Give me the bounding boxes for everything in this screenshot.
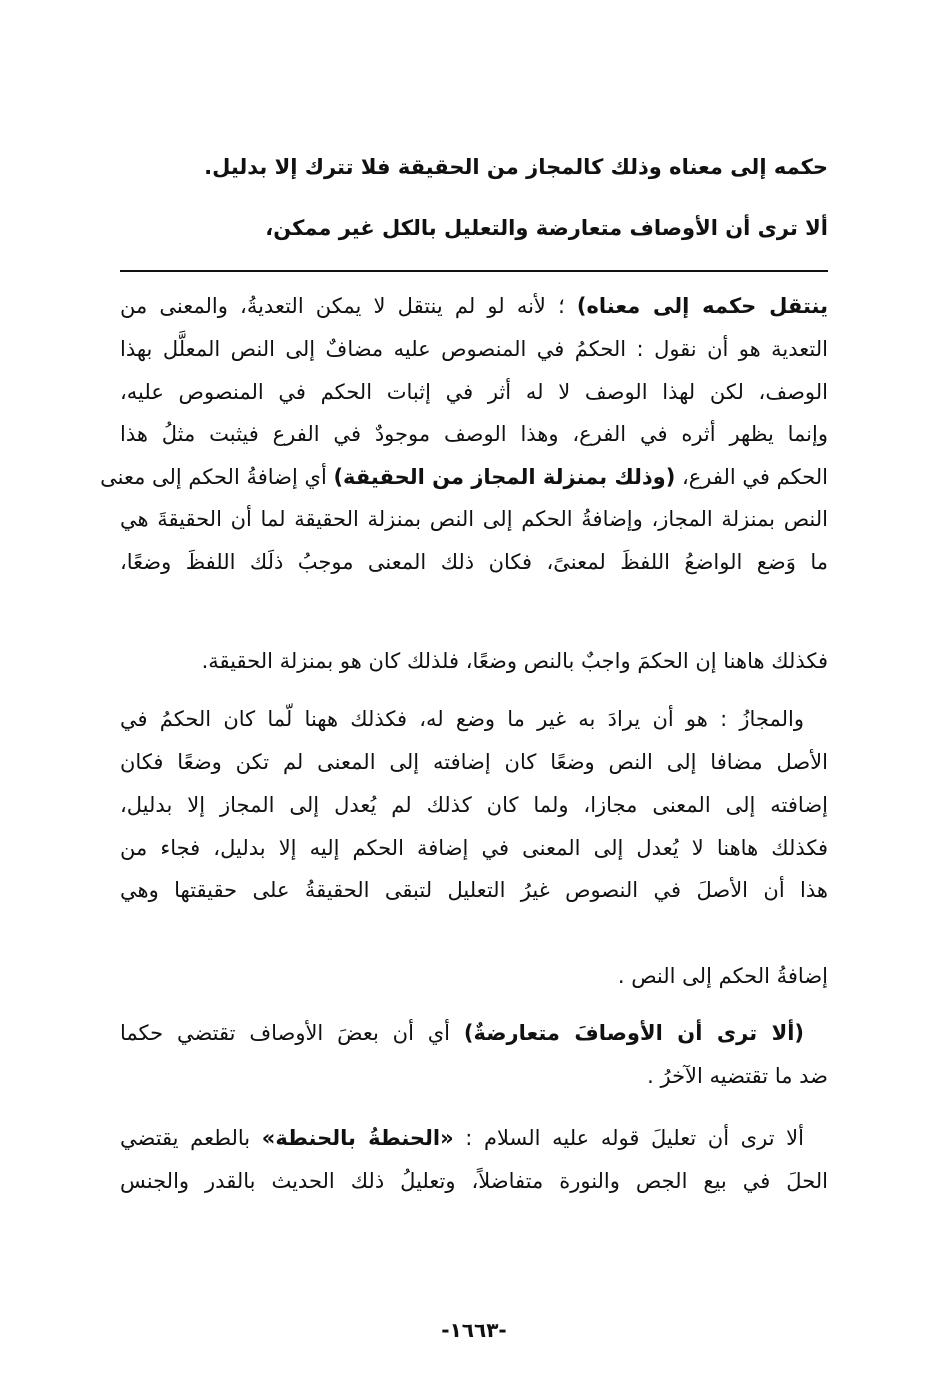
bold-quote-text: ينتقل حكمه إلى معناه) bbox=[576, 294, 829, 318]
main-line bbox=[120, 213, 828, 243]
body-text: ما وَضع الواضعُ اللفظَ لمعنىً، فكان ذلك المعنى موجبُ ذلَك اللفظَ وضعًا، bbox=[120, 550, 828, 574]
commentary-line bbox=[120, 704, 804, 734]
commentary-line bbox=[120, 291, 828, 321]
commentary-line bbox=[120, 1061, 828, 1091]
commentary-line bbox=[120, 419, 828, 449]
bold-quote-text: ألا ترى أن الأوصاف متعارضة والتعليل بالكل غير ممكن، bbox=[265, 216, 828, 240]
bold-quote-text: حكمه إلى معناه وذلك كالمجاز من الحقيقة فلا تترك إلا بدليل. bbox=[204, 155, 828, 179]
body-text: والمجازُ : هو أن يرادَ به غير ما وضع له، فكذلك ههنا لّما كان الحكمُ في bbox=[120, 707, 804, 731]
body-text: الحلَ في بيع الجص والنورة متفاضلاً، وتعليلُ ذلك الحديث بالقدر والجنس bbox=[120, 1169, 828, 1193]
body-text: ضد ما تقتضيه الآخرُ . bbox=[647, 1064, 828, 1088]
commentary-line bbox=[120, 747, 828, 777]
body-text: الحكم في الفرع، bbox=[675, 465, 828, 489]
body-text: أي إضافةُ الحكم إلى معنى bbox=[100, 465, 334, 489]
commentary-line bbox=[100, 462, 828, 492]
commentary-line bbox=[120, 1123, 804, 1153]
body-text: بالطعم يقتضي bbox=[120, 1126, 262, 1150]
commentary-line bbox=[120, 504, 828, 534]
commentary-line bbox=[120, 790, 828, 820]
body-text: فكذلك هاهنا لا يُعدل إلى المعنى في إضافة الحكم إليه إلا بدليل، فجاء من bbox=[120, 836, 828, 860]
commentary-line bbox=[120, 833, 828, 863]
commentary-line bbox=[120, 547, 828, 577]
main-line bbox=[120, 152, 828, 182]
commentary-line bbox=[120, 1018, 804, 1048]
commentary-line bbox=[120, 875, 828, 905]
body-text: وإنما يظهر أثره في الفرع، وهذا الوصف موجودٌ في الفرع فيثبت مثلُ هذا bbox=[120, 422, 828, 446]
body-text: الوصف، لكن لهذا الوصف لا له أثر في إثبات الحكم في المنصوص عليه، bbox=[120, 380, 828, 404]
footnote-divider bbox=[120, 270, 828, 272]
commentary-line bbox=[120, 646, 828, 676]
commentary-line bbox=[120, 334, 828, 364]
body-text: الأصل مضافا إلى النص وضعًا كان إضافته إلى المعنى لم تكن وضعًا فكان bbox=[120, 750, 828, 774]
body-text: هذا أن الأصلَ في النصوص غيرُ التعليل لتبقى الحقيقةُ على حقيقتها وهي bbox=[120, 878, 828, 902]
body-text: أي أن بعضَ الأوصاف تقتضي حكما bbox=[120, 1021, 464, 1045]
body-text: إضافته إلى المعنى مجازا، ولما كان كذلك لم يُعدل إلى المجاز إلا بدليل، bbox=[120, 793, 828, 817]
bold-quote-text: (ألا ترى أن الأوصافَ متعارضةٌ) bbox=[463, 1021, 804, 1045]
body-text: فكذلك هاهنا إن الحكمَ واجبٌ بالنص وضعًا، فلذلك كان هو بمنزلة الحقيقة. bbox=[201, 649, 828, 673]
page-number: -١٦٦٣- bbox=[441, 1318, 507, 1342]
commentary-line bbox=[120, 377, 828, 407]
commentary-line bbox=[120, 961, 828, 991]
commentary-line bbox=[120, 1166, 828, 1196]
bold-quote-text: (وذلك بمنزلة المجاز من الحقيقة) bbox=[333, 465, 676, 489]
body-text: ألا ترى أن تعليلَ قوله عليه السلام : bbox=[453, 1126, 804, 1150]
body-text: ؛ لأنه لو لم ينتقل لا يمكن التعديةُ، والمعنى من bbox=[120, 294, 577, 318]
bold-quote-text: «الحنطةُ بالحنطة» bbox=[261, 1126, 454, 1150]
body-text: إضافةُ الحكم إلى النص . bbox=[617, 964, 828, 988]
body-text: التعدية هو أن نقول : الحكمُ في المنصوص عليه مضافٌ إلى النص المعلَّل بهذا bbox=[120, 337, 828, 361]
body-text: النص بمنزلة المجاز، وإضافةُ الحكم إلى النص بمنزلة الحقيقة لما أن الحقيقةَ هي bbox=[120, 507, 828, 531]
